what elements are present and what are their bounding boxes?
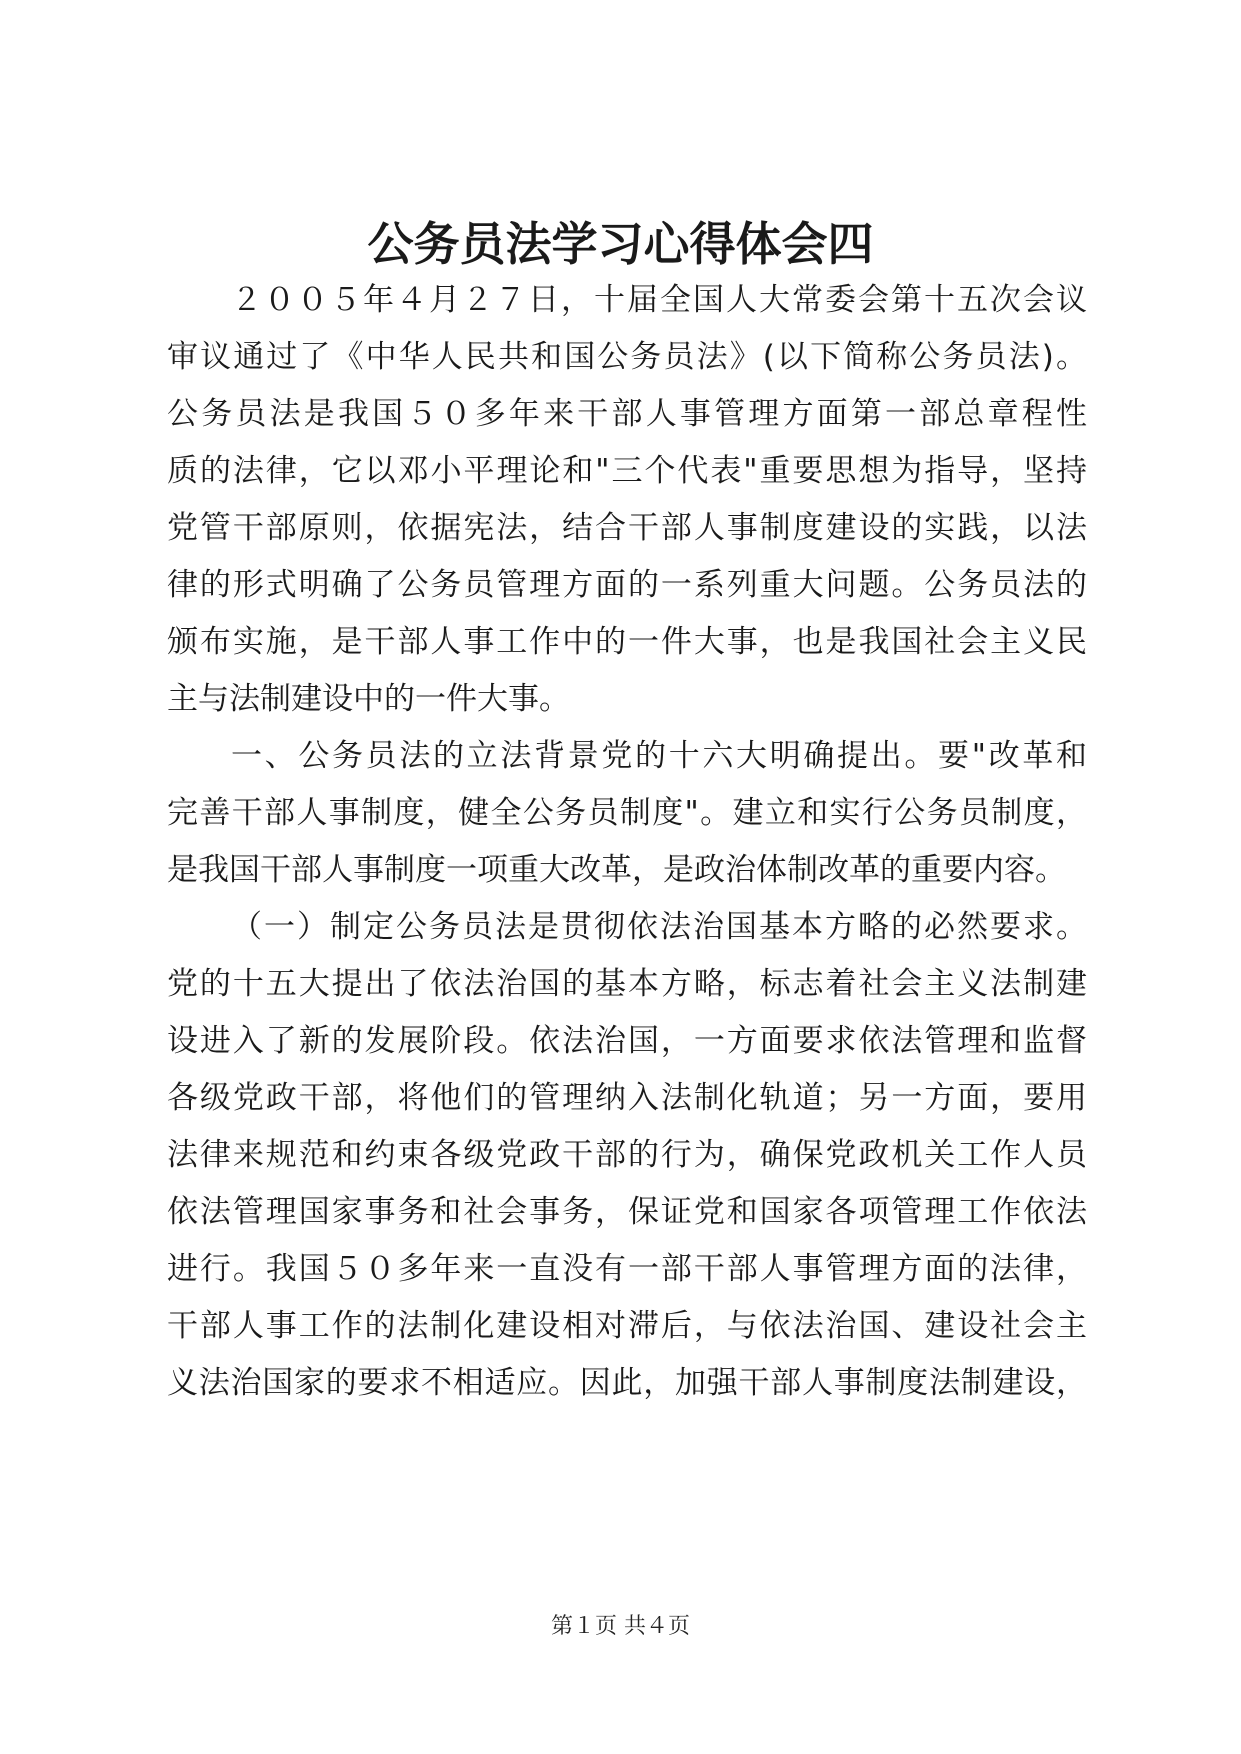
paragraph-3-line-8: 干部人事工作的法制化建设相对滞后，与依法治国、建设社会主 xyxy=(167,1308,1087,1344)
paragraph-1-line-2: 审议通过了《中华人民共和国公务员法》(以下简称公务员法)。 xyxy=(167,339,1087,375)
paragraph-2-line-2: 完善干部人事制度，健全公务员制度"。建立和实行公务员制度， xyxy=(167,795,1087,831)
paragraph-3-line-7: 进行。我国５０多年来一直没有一部干部人事管理方面的法律， xyxy=(167,1251,1087,1287)
paragraph-3-line-2: 党的十五大提出了依法治国的基本方略，标志着社会主义法制建 xyxy=(167,966,1087,1002)
page-footer: 第１页 共４页 xyxy=(551,1614,690,1639)
paragraph-1-line-6: 律的形式明确了公务员管理方面的一系列重大问题。公务员法的 xyxy=(167,567,1087,603)
paragraph-3-line-9: 义法治国家的要求不相适应。因此，加强干部人事制度法制建设， xyxy=(167,1365,1087,1401)
document-title: 公务员法学习心得体会四 xyxy=(367,217,874,271)
paragraph-1-line-8: 主与法制建设中的一件大事。 xyxy=(167,681,570,717)
paragraph-3-line-4: 各级党政干部，将他们的管理纳入法制化轨道；另一方面，要用 xyxy=(167,1080,1087,1116)
paragraph-2-line-3: 是我国干部人事制度一项重大改革，是政治体制改革的重要内容。 xyxy=(167,852,1066,888)
paragraph-2-line-1: 一、公务员法的立法背景党的十六大明确提出。要"改革和 xyxy=(231,738,1087,774)
paragraph-1-line-7: 颁布实施，是干部人事工作中的一件大事，也是我国社会主义民 xyxy=(167,624,1087,660)
paragraph-3-line-6: 依法管理国家事务和社会事务，保证党和国家各项管理工作依法 xyxy=(167,1194,1087,1230)
paragraph-1-line-4: 质的法律，它以邓小平理论和"三个代表"重要思想为指导，坚持 xyxy=(167,453,1087,489)
paragraph-3-line-3: 设进入了新的发展阶段。依法治国，一方面要求依法管理和监督 xyxy=(167,1023,1087,1059)
paragraph-3-line-1: （一）制定公务员法是贯彻依法治国基本方略的必然要求。 xyxy=(231,909,1087,945)
paragraph-1-line-5: 党管干部原则，依据宪法，结合干部人事制度建设的实践，以法 xyxy=(167,510,1087,546)
paragraph-3-line-5: 法律来规范和约束各级党政干部的行为，确保党政机关工作人员 xyxy=(167,1137,1087,1173)
paragraph-1-line-1: ２００５年４月２７日，十届全国人大常委会第十五次会议 xyxy=(231,282,1087,318)
paragraph-1-line-3: 公务员法是我国５０多年来干部人事管理方面第一部总章程性 xyxy=(167,396,1087,432)
